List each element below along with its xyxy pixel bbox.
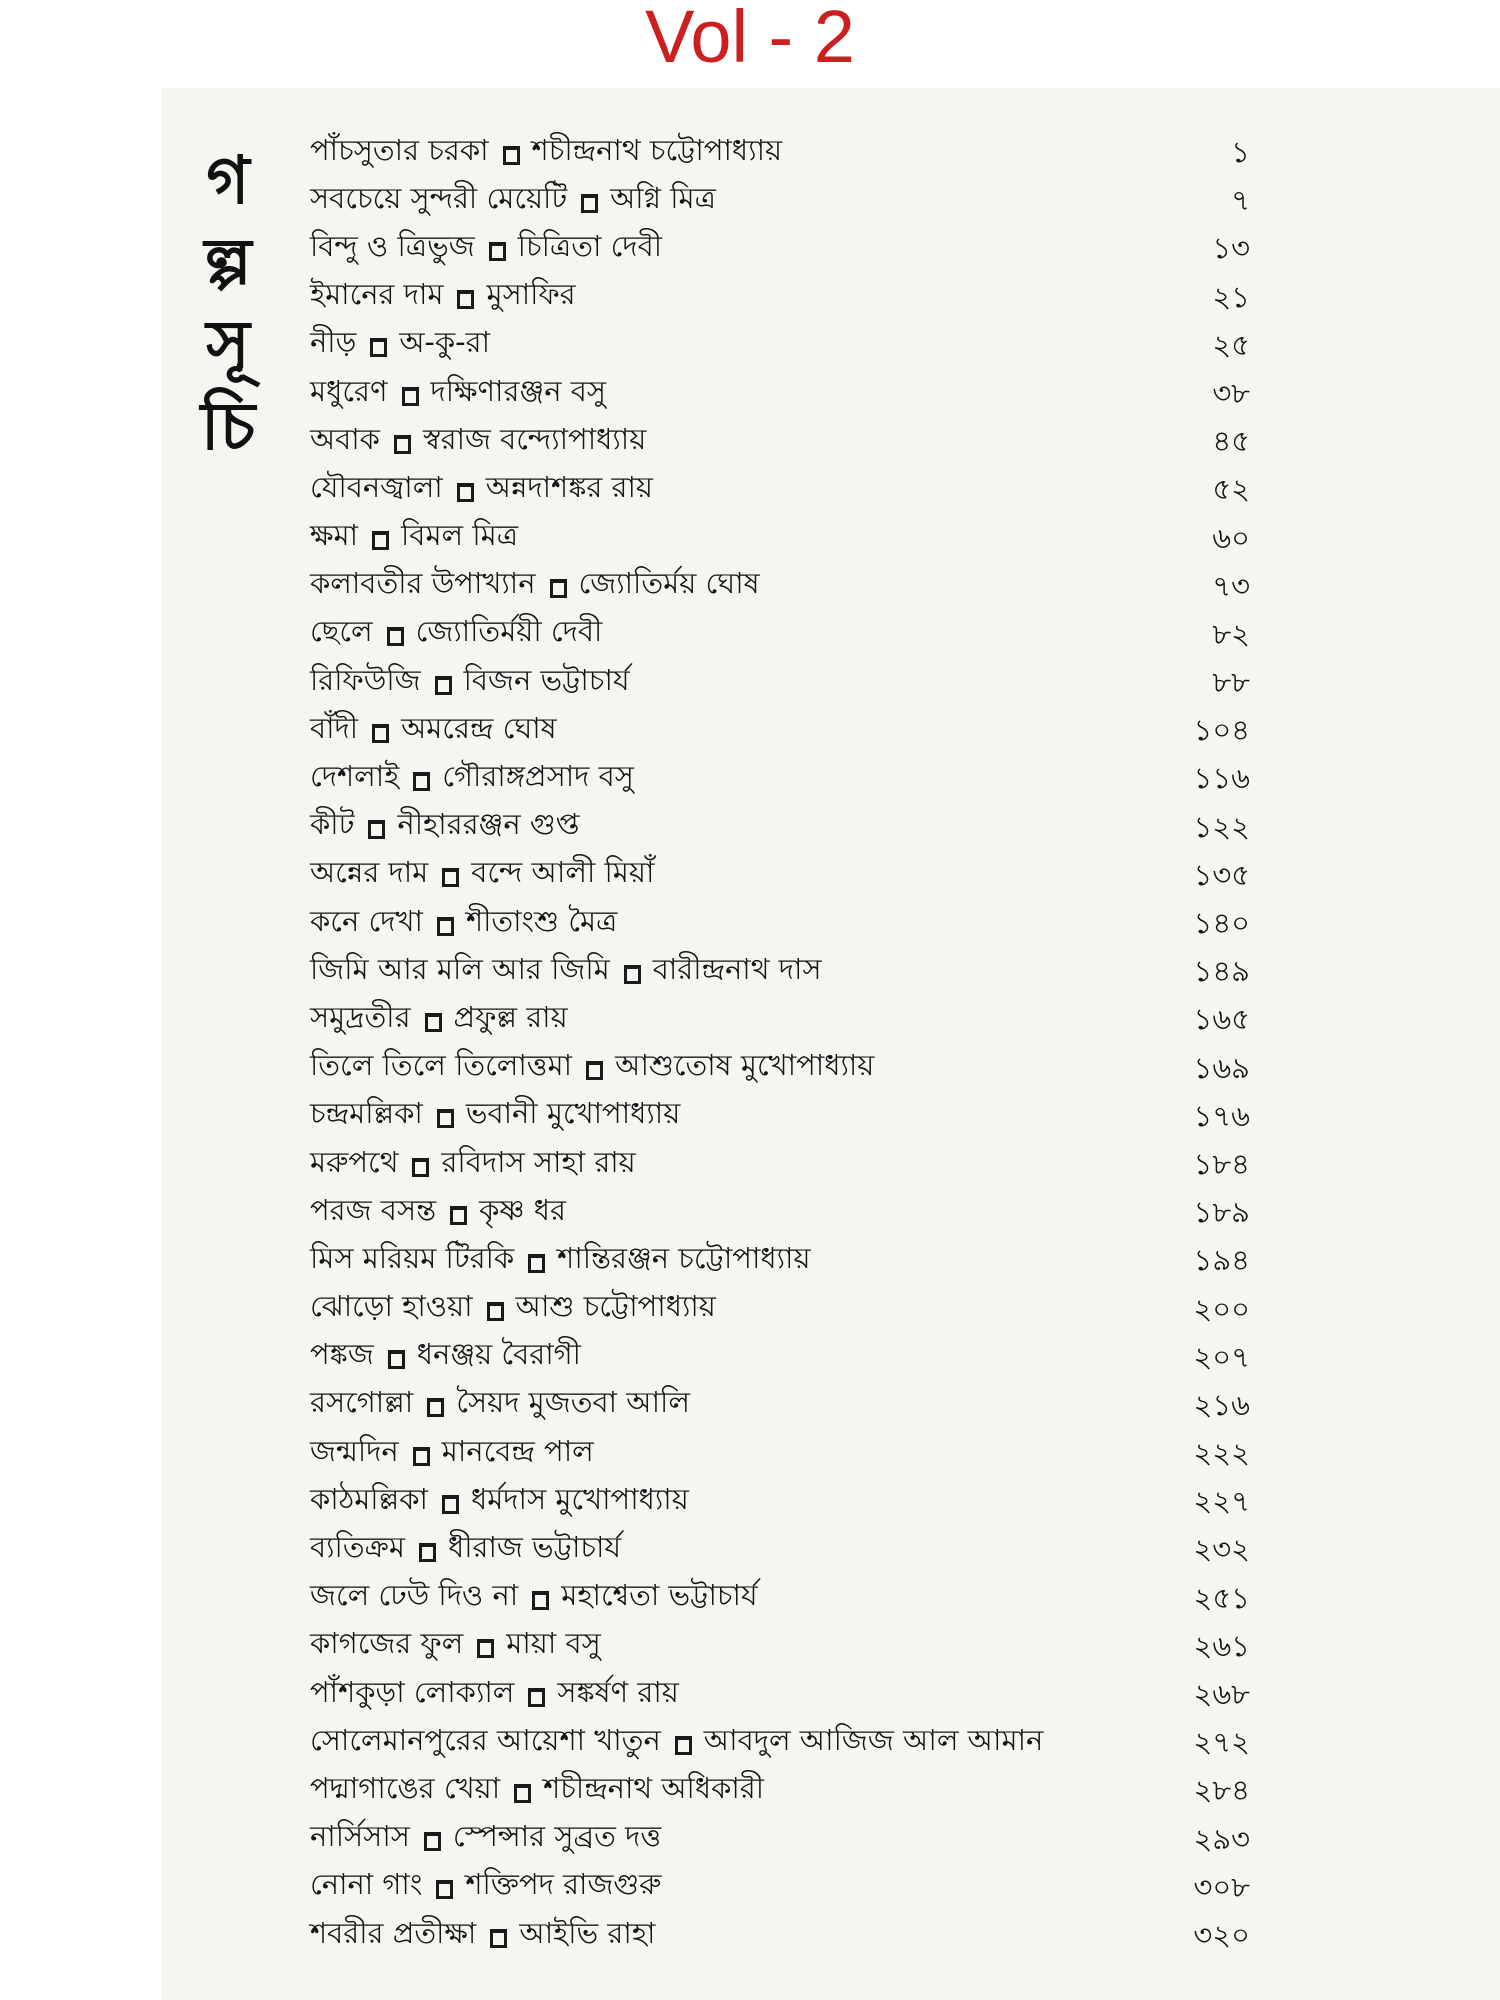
story-title: রসগোল্লা — [310, 1385, 414, 1420]
story-title: কাগজের ফুল — [310, 1626, 464, 1661]
author-name: প্রফুল্ল রায় — [453, 999, 568, 1034]
separator-box-icon — [675, 1736, 692, 1755]
author-name: মহাশ্বেতা ভট্টাচার্য — [561, 1578, 758, 1613]
toc-entry — [310, 321, 1250, 369]
story-title: নীড় — [310, 325, 357, 360]
author-name: ভবানী মুখোপাধ্যায় — [465, 1096, 681, 1131]
author-name: জ্যোতির্ময়ী দেবী — [415, 614, 603, 649]
story-title: জলে ঢেউ দিও না — [310, 1578, 519, 1613]
separator-box-icon — [425, 1013, 442, 1032]
story-title: যৌবনজ্বালা — [310, 469, 443, 504]
page-number: ২০০ — [1193, 1291, 1250, 1326]
toc-entry — [310, 1381, 1250, 1429]
page-number: ১ — [1231, 135, 1250, 169]
author-name: সৈয়দ মুজতবা আলি — [456, 1385, 690, 1420]
author-name: অমরেন্দ্র ঘোষ — [401, 710, 557, 745]
author-name: অন্নদাশঙ্কর রায় — [485, 469, 653, 504]
page-number: ৩২০ — [1193, 1917, 1250, 1952]
separator-box-icon — [624, 965, 641, 984]
toc-entry — [310, 803, 1250, 851]
separator-box-icon — [487, 1302, 504, 1321]
author-name: স্পেন্সার সুব্রত দত্ত — [452, 1819, 662, 1854]
toc-entry — [310, 369, 1250, 417]
story-title: মরুপথে — [310, 1144, 399, 1179]
author-name: অগ্নি মিত্র — [610, 180, 716, 215]
page-number: ২১৬ — [1193, 1387, 1250, 1422]
toc-entry — [310, 1236, 1250, 1284]
story-title: বাঁদী — [310, 710, 359, 745]
page-number: ৩০৮ — [1193, 1869, 1250, 1904]
page-number: ৮৮ — [1212, 665, 1250, 700]
story-title: পদ্মাগাঙের খেয়া — [310, 1770, 501, 1805]
separator-box-icon — [402, 387, 419, 406]
toc-entry — [310, 273, 1250, 321]
author-name: কৃষ্ণ ধর — [479, 1192, 566, 1227]
author-name: শক্তিপদ রাজগুরু — [465, 1867, 662, 1902]
toc-entry — [310, 1333, 1250, 1381]
toc-entry — [310, 1429, 1250, 1477]
separator-box-icon — [394, 435, 411, 454]
separator-box-icon — [490, 1929, 507, 1948]
author-name: নীহাররঞ্জন গুপ্ত — [397, 807, 580, 842]
author-name: স্বরাজ বন্দ্যোপাধ্যায় — [422, 421, 647, 456]
author-name: ধর্মদাস মুখোপাধ্যায় — [470, 1481, 689, 1516]
author-name: আইভি রাহা — [519, 1915, 656, 1950]
author-name: অ-কু-রা — [399, 325, 491, 360]
author-name: শান্তিরঞ্জন চট্টোপাধ্যায় — [557, 1240, 811, 1275]
toc-entry — [310, 610, 1250, 658]
toc-entry — [310, 995, 1250, 1043]
page-number: ২৩২ — [1193, 1532, 1250, 1567]
page-number: ১২২ — [1193, 809, 1250, 844]
page-number: ১১৬ — [1193, 761, 1250, 796]
side-heading-char: ল্প — [204, 224, 252, 301]
author-name: গৌরাঙ্গপ্রসাদ বসু — [442, 759, 634, 794]
separator-box-icon — [424, 1832, 441, 1851]
story-title: নোনা গাং — [310, 1867, 423, 1902]
author-name: সঙ্কর্ষণ রায় — [557, 1674, 679, 1709]
separator-box-icon — [477, 1639, 494, 1658]
author-name: বিজন ভট্টাচার্য — [463, 662, 630, 697]
author-name: আশু চট্টোপাধ্যায় — [515, 1289, 716, 1324]
page-number: ১৭৬ — [1193, 1098, 1250, 1133]
separator-box-icon — [437, 1109, 454, 1128]
separator-box-icon — [419, 1543, 436, 1562]
author-name: ধীরাজ ভট্টাচার্য — [447, 1530, 622, 1565]
toc-entry — [310, 1815, 1250, 1863]
page-number: ২৬৮ — [1193, 1677, 1250, 1711]
page-number: ৭৩ — [1212, 568, 1250, 603]
author-name: জ্যোতির্ময় ঘোষ — [578, 566, 760, 601]
volume-title: Vol - 2 — [645, 0, 855, 78]
story-title: পঙ্কজ — [310, 1337, 374, 1372]
toc-entry — [310, 224, 1250, 272]
separator-box-icon — [412, 1158, 429, 1177]
page-number: ২০৭ — [1193, 1339, 1250, 1374]
separator-box-icon — [372, 724, 389, 743]
page-number: ১৩৫ — [1193, 857, 1250, 892]
page-number: ১৮৪ — [1193, 1146, 1250, 1181]
toc-entry — [310, 658, 1250, 706]
story-title: কলাবতীর উপাখ্যান — [310, 566, 536, 601]
page-number: ৮২ — [1212, 616, 1250, 651]
story-title: ছেলে — [310, 614, 373, 649]
toc-entry — [310, 947, 1250, 995]
separator-box-icon — [372, 531, 389, 550]
separator-box-icon — [503, 146, 520, 165]
page-number: ১৩ — [1212, 231, 1250, 266]
story-title: সবচেয়ে সুন্দরী মেয়েটি — [310, 180, 568, 215]
separator-box-icon — [528, 1688, 545, 1707]
toc-entry — [310, 1911, 1250, 1959]
separator-box-icon — [532, 1591, 549, 1610]
story-title: জন্মদিন — [310, 1433, 399, 1468]
page-number: ১৬৫ — [1193, 1002, 1250, 1037]
author-name: ধনঞ্জয় বৈরাগী — [416, 1337, 581, 1372]
story-title: রিফিউজি — [310, 662, 421, 697]
story-title: সমুদ্রতীর — [310, 999, 411, 1034]
separator-box-icon — [528, 1254, 545, 1273]
story-title: সোলেমানপুরের আয়েশা খাতুন — [310, 1722, 661, 1757]
toc-entry — [310, 899, 1250, 947]
toc-entry — [310, 417, 1250, 465]
story-title: কনে দেখা — [310, 903, 423, 938]
separator-box-icon — [370, 338, 387, 357]
author-name: মানবেন্দ্র পাল — [441, 1433, 594, 1468]
author-name: মায়া বসু — [506, 1626, 601, 1661]
toc-entry — [310, 1092, 1250, 1140]
story-title: কাঠমল্লিকা — [310, 1481, 428, 1516]
page-number: ১৪৯ — [1193, 954, 1250, 989]
toc-entry — [310, 1285, 1250, 1333]
story-title: অন্নের দাম — [310, 855, 429, 890]
story-title: ঝোড়ো হাওয়া — [310, 1289, 473, 1324]
toc-entry — [310, 1718, 1250, 1766]
story-title: পাঁচসুতার চরকা — [310, 132, 489, 167]
toc-entry — [310, 176, 1250, 224]
toc-entry — [310, 1044, 1250, 1092]
page-number: ১৪০ — [1193, 906, 1250, 940]
toc-entry — [310, 706, 1250, 754]
story-title: ইমানের দাম — [310, 277, 444, 312]
separator-box-icon — [514, 1784, 531, 1803]
author-name: শচীন্দ্রনাথ চট্টোপাধ্যায় — [531, 132, 783, 167]
author-name: দক্ষিণারঞ্জন বসু — [430, 373, 607, 408]
toc-entry — [310, 1477, 1250, 1525]
side-heading-char: চি — [200, 388, 256, 465]
author-name: আশুতোষ মুখোপাধ্যায় — [615, 1048, 875, 1083]
story-title: মধুরেণ — [310, 373, 388, 408]
toc-entry — [310, 562, 1250, 610]
story-title: তিলে তিলে তিলোত্তমা — [310, 1048, 573, 1083]
page-number: ২৭২ — [1193, 1725, 1250, 1760]
story-title: পাঁশকুড়া লোক্যাল — [310, 1674, 515, 1709]
toc-entry — [310, 1188, 1250, 1236]
separator-box-icon — [437, 917, 454, 936]
page-number: ৫২ — [1212, 472, 1250, 507]
story-title: ক্ষমা — [310, 518, 359, 553]
story-title: শবরীর প্রতীক্ষা — [310, 1915, 477, 1950]
author-name: চিত্রিতা দেবী — [517, 228, 663, 263]
author-name: বারীন্দ্রনাথ দাস — [652, 951, 822, 986]
page-number: ২৫ — [1212, 327, 1250, 362]
toc-entry — [310, 754, 1250, 802]
toc-entry — [310, 465, 1250, 513]
page-number: ৪৫ — [1212, 424, 1250, 459]
separator-box-icon — [586, 1061, 603, 1080]
separator-box-icon — [581, 194, 598, 213]
separator-box-icon — [413, 1447, 430, 1466]
author-name: বিমল মিত্র — [401, 518, 519, 553]
separator-box-icon — [413, 772, 430, 791]
separator-box-icon — [435, 676, 452, 695]
story-title: দেশলাই — [310, 759, 400, 794]
page-number: ২১ — [1212, 279, 1250, 314]
separator-box-icon — [436, 1880, 453, 1899]
author-name: শচীন্দ্রনাথ অধিকারী — [543, 1770, 765, 1805]
toc-entry — [310, 128, 1250, 176]
page-number: ১৮৯ — [1193, 1195, 1250, 1230]
page-number: ২২৭ — [1193, 1484, 1250, 1519]
separator-box-icon — [489, 242, 506, 261]
page-number: ২৮৪ — [1193, 1773, 1250, 1808]
separator-box-icon — [457, 290, 474, 309]
page-number: ১৯৪ — [1193, 1243, 1250, 1278]
side-heading-char: সূ — [206, 306, 250, 383]
story-title: চন্দ্রমল্লিকা — [310, 1096, 423, 1131]
separator-box-icon — [368, 820, 385, 839]
toc-entry — [310, 514, 1250, 562]
page-number: ২২২ — [1193, 1436, 1250, 1471]
page-number: ২৬১ — [1193, 1628, 1250, 1663]
story-title: বিন্দু ও ত্রিভুজ — [310, 228, 475, 263]
story-title: মিস মরিয়ম টিরকি — [310, 1240, 515, 1275]
separator-box-icon — [442, 868, 459, 887]
story-title: অবাক — [310, 421, 380, 456]
separator-box-icon — [450, 1206, 467, 1225]
story-title: ব্যতিক্রম — [310, 1530, 405, 1565]
side-heading — [188, 140, 268, 468]
toc-entry — [310, 1670, 1250, 1718]
author-name: শীতাংশু মৈত্র — [465, 903, 618, 938]
story-title: জিমি আর মলি আর জিমি — [310, 951, 610, 986]
page-number: ২৯৩ — [1193, 1821, 1250, 1856]
page-number: ৭ — [1231, 183, 1250, 218]
side-heading-char: গ — [206, 142, 250, 219]
author-name: আবদুল আজিজ আল আমান — [703, 1722, 1044, 1757]
separator-box-icon — [457, 483, 474, 502]
story-title: কীট — [310, 807, 355, 842]
toc-entry — [310, 1140, 1250, 1188]
author-name: মুসাফির — [486, 277, 576, 312]
page-number: ২৫১ — [1193, 1580, 1250, 1615]
story-title: পরজ বসন্ত — [310, 1192, 437, 1227]
author-name: রবিদাস সাহা রায় — [441, 1144, 636, 1179]
toc-entry — [310, 1574, 1250, 1622]
author-name: বন্দে আলী মিয়াঁ — [471, 855, 655, 890]
toc-entry — [310, 1766, 1250, 1814]
separator-box-icon — [427, 1398, 444, 1417]
toc-entry — [310, 851, 1250, 899]
toc-entry — [310, 1863, 1250, 1911]
page-number: ১০৪ — [1193, 713, 1250, 748]
separator-box-icon — [387, 627, 404, 646]
toc-entry — [310, 1525, 1250, 1573]
page-number: ৩৮ — [1212, 375, 1250, 410]
separator-box-icon — [388, 1350, 405, 1369]
separator-box-icon — [442, 1495, 459, 1514]
story-title: নার্সিসাস — [310, 1819, 410, 1854]
table-of-contents — [310, 128, 1250, 1959]
page-number: ১৬৯ — [1193, 1050, 1250, 1085]
toc-entry — [310, 1622, 1250, 1670]
page-number: ৬০ — [1212, 520, 1250, 555]
separator-box-icon — [550, 579, 567, 598]
